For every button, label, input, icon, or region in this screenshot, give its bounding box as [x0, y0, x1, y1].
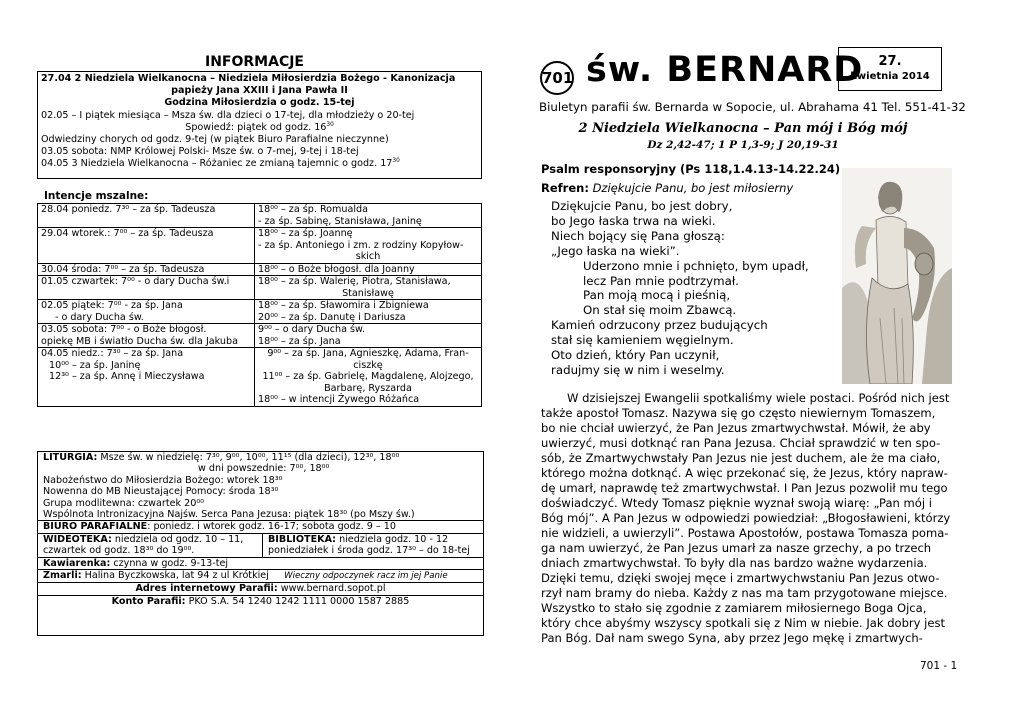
liturgia-line: Nabożeństwo do Miłosierdzia Bożego: wtorek 18³⁰ — [43, 474, 283, 486]
psalm-title: Psalm responsoryjny (Ps 118,1.4.13-14.22.24) — [541, 162, 841, 176]
info-line: Odwiedziny chorych od godz. 9-tej (w piątek Biuro Parafialne nieczynne) — [41, 134, 389, 146]
wideoteka-cell: WIDEOTEKA: niedziela od godz. 10 – 11, czwartek od godz. 18³⁰ do 19⁰⁰. — [38, 534, 263, 557]
table-row — [38, 276, 482, 300]
table-row — [38, 348, 482, 407]
info-line: 04.05 3 Niedziela Wielkanocna – Różaniec ze zmianą tajemnic o godz. $17^{30}$ — [41, 158, 400, 170]
table-cell: 29.04 wtorek.: 7⁰⁰ – za śp. Tadeusza — [38, 228, 255, 264]
table-row — [38, 300, 482, 324]
page-number: 701 - 1 — [920, 660, 958, 672]
liturgia-line: LITURGIA: Msze św. w niedzielę: 7³⁰, 9⁰⁰, 10⁰⁰, 11¹⁵ (dla dzieci), 12³⁰, 18⁰⁰ — [43, 452, 400, 463]
liturgia-line: Wspólnota Intronizacyjna Najśw. Serca Pana Jezusa: piątek 18³⁰ (po Mszy św.) — [38, 509, 483, 521]
table-cell: 18⁰⁰ – za śp. Walerię, Piotra, Stanisława, Stanisławę — [255, 276, 482, 300]
article-body: W dzisiejszej Ewangelii spotkaliśmy wiele postaci. Pośród nich jest także apostoł Tomasz. Nazywa się go często niewiernym Tomaszem, bo nie chciał uwierzyć, że Pan Jezus zmartwychwstał. Mówił, że aby uwierzyć, musi dotknąć ran Pana Jezusa. Chciał sprawdzić w ten spo- sób, że Zmartwychwstały Pan Jezus nie jest duchem, ale że ma ciało, którego można dotknąć. A więc przekonać się, że Jezus, który napraw- dę umarł, naprawdę też zmartwychwstał. I Pan Jezus pozwolił mu tego doświadczyć. Wtedy Tomasz pięknie wyznał swoją wiarę: „Pan mój i Bóg mój”. A Pan Jezus w odpowiedzi powiedział: „Błogosławieni, którzy nie widzieli, a uwierzyli”. Postawa Apostołów, postawa Tomasza poma- ga nam uwierzyć, że Pan Jezus umarł za nasze grzechy, a po trzech dniach zmartwychwstał. To były dla nas bardzo ważne wydarzenia. Dzięki temu, dzięki swojej męce i zmartwychwstaniu Pan Jezus otwo- rzył nam bramy do nieba. Każdy z nas ma tam przygotowane miejsce. Wszystko to stało się zgodnie z zamiarem miłosiernego Boga Ojca, który chce abyśmy wszyscy spotkali się z Nim w niebie. Jak dobry jest Pan Bóg. Dał nam swego Syna, aby przez Jego mękę i zmartwych- — [541, 391, 951, 645]
table-row — [38, 324, 482, 348]
info-line: 03.05 sobota: NMP Królowej Polski- Msze św. o 7-mej, 9-tej i 18-tej — [41, 146, 359, 158]
informacje-box — [37, 71, 482, 179]
info-line: 02.05 – I piątek miesiąca – Msza św. dla dzieci o 17-tej, dla młodzieży o 20-tej — [41, 109, 415, 121]
table-cell: 04.05 niedz.: 7³⁰ – za śp. Jana 10⁰⁰ – za śp. Janinę 12³⁰ – za śp. Annę i Mieczysława — [38, 348, 255, 407]
info-line: 27.04 2 Niedziela Wielkanocna – Niedziela Miłosierdzia Bożego - Kanonizacja — [41, 73, 456, 84]
info-line: Spowiedź: piątek od godz. $16^{30}$ — [185, 121, 334, 133]
liturgia-line: Nowenna do MB Nieustającej Pomocy: środa 18³⁰ — [43, 486, 279, 498]
issue-number: 701 — [540, 61, 574, 95]
informacje-heading: INFORMACJE — [205, 54, 304, 70]
table-cell: 18⁰⁰ – za śp. Joannę - za śp. Antoniego i zm. z rodziny Kopyłow- skich — [255, 228, 482, 264]
table-cell: 9⁰⁰ – za śp. Jana, Agnieszkę, Adama, Fran- ciszkę 11⁰⁰ – za śp. Gabrielę, Magdalenę, Alojzego, Barbarę, Ryszarda 18⁰⁰ – w intencji Żywego Różańca — [255, 348, 482, 407]
table-cell: 01.05 czwartek: 7⁰⁰ - o dary Ducha św.i — [38, 276, 255, 300]
table-cell: 28.04 poniedz. 7³⁰ – za śp. Tadeusza — [38, 204, 255, 228]
table-cell: 02.05 piątek: 7⁰⁰ - za śp. Jana - o dary Ducha św. — [38, 300, 255, 324]
table-cell: 03.05 sobota: 7⁰⁰ - o Boże błogosł. opiekę MB i światło Ducha św. dla Jakuba — [38, 324, 255, 348]
bulletin-subtitle: Biuletyn parafii św. Bernarda w Sopocie, ul. Abrahama 41 Tel. 551-41-32 — [539, 100, 966, 114]
info-line: papieży Jana XXIII i Jana Pawła II — [171, 85, 348, 97]
psalm-refren: Refren: Dziękujcie Panu, bo jest miłosierny — [541, 181, 794, 195]
date-box: 27. kwietnia 2014 — [838, 47, 942, 91]
table-cell: 9⁰⁰ – o dary Ducha św. 18⁰⁰ – za śp. Jana — [255, 324, 482, 348]
table-cell: 18⁰⁰ – o Boże błogosł. dla Joanny — [255, 263, 482, 276]
sunday-title: 2 Niedziela Wielkanocna – Pan mój i Bóg mój — [578, 121, 908, 136]
readings: Dz 2,42-47; 1 P 1,3-9; J 20,19-31 — [647, 139, 839, 151]
table-row — [38, 228, 482, 264]
table-row — [38, 204, 482, 228]
masthead-title: św. BERNARD — [586, 50, 864, 90]
table-cell: 18⁰⁰ – za śp. Romualda - za śp. Sabinę, Stanisława, Janinę — [255, 204, 482, 228]
biuro-line: BIURO PARAFIALNE: poniedz. i wtorek godz. 16-17; sobota godz. 9 – 10 — [38, 521, 483, 533]
risen-christ-thomas-illustration — [842, 168, 952, 384]
psalm-text: Dziękujcie Panu, bo jest dobry, bo Jego łaska trwa na wieki. Niech bojący się Pana głoszą: „Jego łaska na wieki”. Uderzono mnie i pchnięto, bym upadł, lecz Pan mnie podtrzymał. Pan moją mocą i pieśnią, On stał się moim Zbawcą. Kamień odrzucony przez budujących stał się kamieniem węgielnym. Oto dzień, który Pan uczynił, radujmy się w nim i weselmy. — [551, 199, 809, 377]
liturgia-line: Grupa modlitewna: czwartek 20⁰⁰ — [43, 497, 205, 509]
konto-line: Konto Parafii: PKO S.A. 54 1240 1242 1111 0000 1587 2885 — [111, 595, 410, 607]
liturgia-box — [37, 451, 484, 636]
table-cell: 30.04 środa: 7⁰⁰ – za śp. Tadeusza — [38, 263, 255, 276]
biblioteka-cell: BIBLIOTEKA: niedziela godz. 10 - 12 poniedziałek i środa godz. 17³⁰ – do 18-tej — [268, 533, 470, 557]
kawiarenka-line: Kawiarenka: czynna w godz. 9-13-tej — [38, 558, 483, 570]
wideoteka-biblioteka-row — [38, 534, 483, 558]
intencje-heading: Intencje mszalne: — [44, 190, 149, 202]
table-cell: 18⁰⁰ – za śp. Sławomira i Zbigniewa 20⁰⁰ – za śp. Danutę i Dariusza — [255, 300, 482, 324]
info-line: Godzina Miłosierdzia o godz. 15-tej — [164, 97, 355, 109]
zmarli-line: Zmarli: Halina Byczkowska, lat 94 z ul Krótkiej Wieczny odpoczynek racz im jej Panie — [38, 570, 483, 583]
adres-line: Adres internetowy Parafii: www.bernard.sopot.pl — [38, 583, 483, 595]
mass-intentions-table — [37, 203, 482, 407]
table-row — [38, 263, 482, 276]
liturgia-line: w dni powszednie: 7⁰⁰, 18⁰⁰ — [198, 463, 330, 475]
